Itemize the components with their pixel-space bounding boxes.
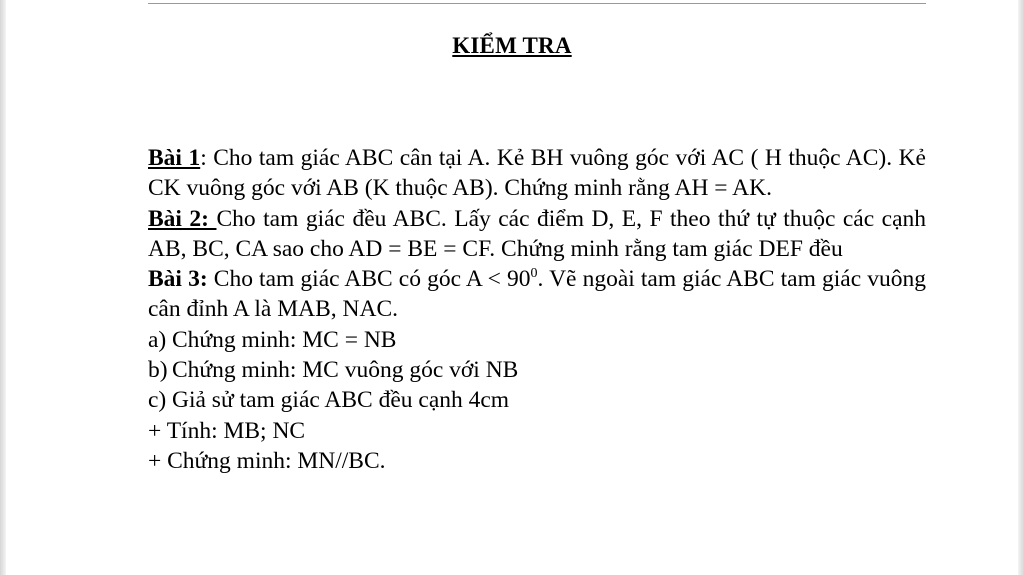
page-top-border xyxy=(148,3,926,4)
item-c-text: Giả sử tam giác ABC đều cạnh 4cm xyxy=(172,387,510,414)
exercise-3-item-c xyxy=(148,385,926,415)
exercise-3 xyxy=(148,264,926,325)
exercise-1 xyxy=(148,143,926,204)
exercise-3-item-b xyxy=(148,355,926,385)
page-right-shadow xyxy=(1018,0,1024,575)
degree-superscript: 0 xyxy=(530,266,538,282)
item-a-marker: a) xyxy=(148,326,167,353)
item-b-marker: b) xyxy=(148,357,168,384)
document-body xyxy=(148,143,926,476)
item-b-text: Chứng minh: MC vuông góc với NB xyxy=(172,357,519,384)
document-title: KIỂM TRA xyxy=(452,33,572,58)
exercise-3-item-a xyxy=(148,325,926,355)
page-left-shadow xyxy=(0,0,6,575)
exercise-2-text: Cho tam giác đều ABC. Lấy các điểm D, E, F theo thứ tự thuộc các cạnh AB, BC, CA sao cho AD = BE = CF. Chứng minh rằng tam giác DEF đều xyxy=(148,205,926,262)
exercise-3-label: Bài 3: xyxy=(148,266,208,293)
exercise-2-label: Bài 2: xyxy=(148,205,217,232)
exercise-2 xyxy=(148,204,926,265)
exercise-3-sub-item-2: + Chứng minh: MN//BC. xyxy=(148,447,386,474)
exercise-3-text-after: . Vẽ ngoài tam giác ABC tam giác vuông cân đỉnh A là MAB, NAC. xyxy=(148,266,927,323)
exercise-3-sub-item-1: + Tính: MB; NC xyxy=(148,417,306,444)
exercise-1-text: : Cho tam giác ABC cân tại A. Kẻ BH vuông góc với AC ( H thuộc AC). Kẻ CK vuông góc với AB (K thuộc AB). Chứng minh rằng AH = AK. xyxy=(148,145,926,202)
item-a-text: Chứng minh: MC = NB xyxy=(172,326,397,353)
exercise-3-text-before: Cho tam giác ABC có góc A < 90 xyxy=(207,266,531,293)
item-c-marker: c) xyxy=(148,387,167,414)
exercise-1-label: Bài 1 xyxy=(148,145,201,171)
